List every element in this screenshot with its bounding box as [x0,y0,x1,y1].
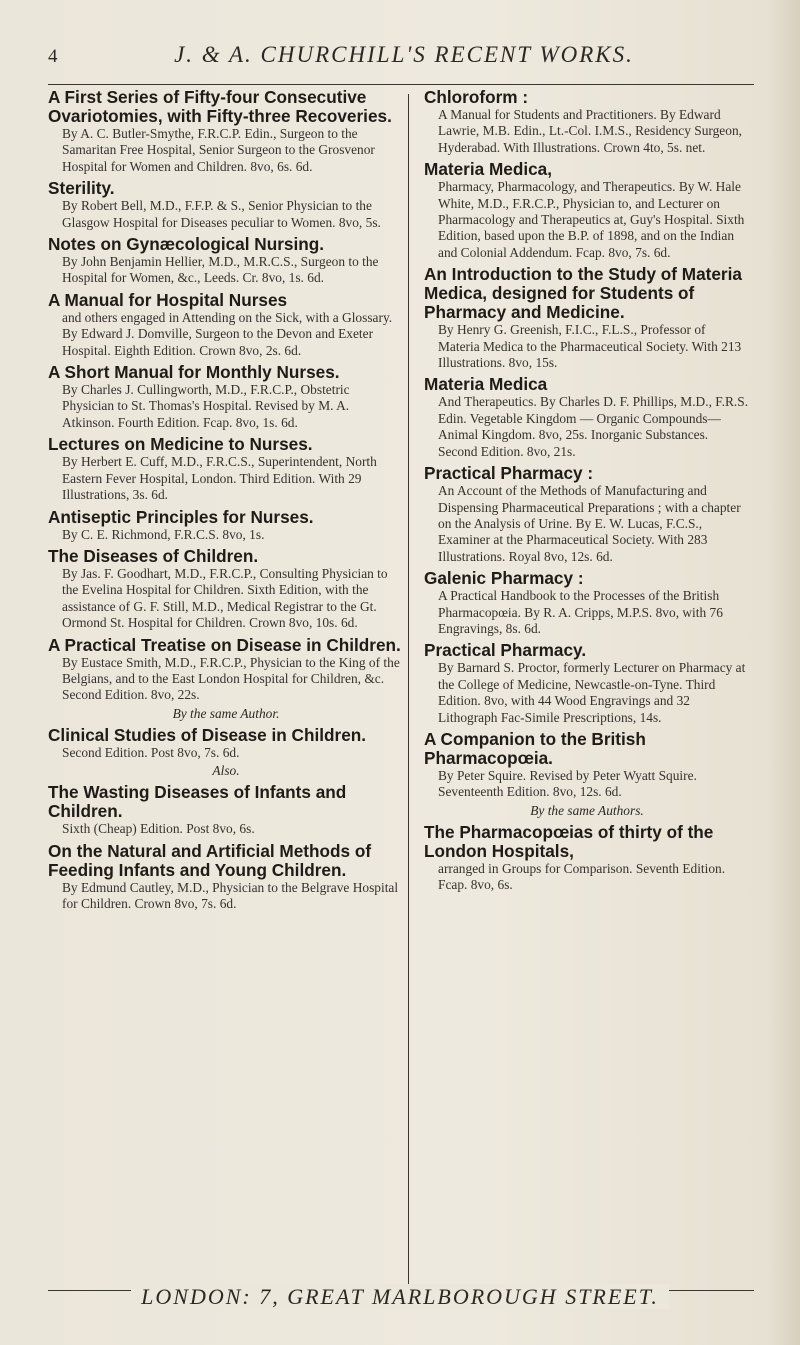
book-entry [424,88,750,156]
book-description: An Account of the Methods of Manufacturing and Dispensing Pharmaceutical Preparations ; with a chapter on the Analysis of Urine. By E. W. Lucas, F.C.S., Examiner at the Pharmaceutical Society. With 283 Illustrations. Royal 8vo, 12s. 6d. [438,483,741,564]
book-title: Galenic Pharmacy : [424,568,584,589]
book-entry [424,464,750,565]
book-title: Practical Pharmacy. [424,640,587,661]
book-description: and others engaged in Attending on the Sick, with a Glossary. By Edward J. Domville, Surgeon to the Devon and Exeter Hospital. Eighth Edition. Crown 8vo, 2s. 6d. [62,309,393,358]
book-entry [48,235,404,287]
book-description: By C. E. Richmond, F.R.C.S. 8vo, 1s. [62,526,265,542]
book-description: By Peter Squire. Revised by Peter Wyatt Squire. Seventeenth Edition. 8vo, 12s. 6d. [438,767,697,800]
book-description: By John Benjamin Hellier, M.D., M.R.C.S., Surgeon to the Hospital for Women, &c., Leeds. Cr. 8vo, 1s. 6d. [62,254,379,286]
book-description: By Charles J. Cullingworth, M.D., F.R.C.P., Obstetric Physician to St. Thomas's Hospital. Revised by M. A. Atkinson. Fourth Edition. Fcap. 8vo, 1s. 6d. [62,382,350,430]
book-title: The Wasting Diseases of Infants and Children. [48,782,347,822]
book-title: A First Series of Fifty-four Consecutive Ovariotomies, with Fifty-three Recoveries. [48,87,392,126]
author-note: By the same Author. [172,705,280,721]
book-entry [424,823,750,894]
book-description: Pharmacy, Pharmacology, and Therapeutics. By W. Hale White, M.D., F.R.C.P., Physician to, and Lecturer on Pharmacology and Therapeutics at, Guy's Hospital. Sixth Edition, based upon the B.P. of 1898, and on the Indian and Colonial Addendum. Fcap. 8vo, 7s. 6d. [438,179,745,260]
book-title: Chloroform : [424,87,529,107]
book-entry [424,641,750,726]
book-entry [424,730,750,819]
book-entry [48,547,404,632]
book-title: A Manual for Hospital Nurses [48,289,288,310]
book-description: By Herbert E. Cuff, M.D., F.R.C.S., Superintendent, North Eastern Fever Hospital, London. Third Edition. With 29 Illustrations, 3s. 6d. [62,454,377,503]
book-description: A Manual for Students and Practitioners. By Edward Lawrie, M.B. Edin., Lt.-Col. I.M.S., Residency Surgeon, Hyderabad. With Illustrations. Crown 4to, 5s. net. [438,107,742,155]
page-edge-shadow [768,0,800,1345]
header-rule [48,84,754,85]
running-head [48,42,760,82]
book-title: On the Natural and Artificial Methods of Feeding Infants and Young Children. [48,840,372,880]
footer [0,1284,800,1310]
book-title: Clinical Studies of Disease in Children. [48,724,367,745]
author-note: Also. [212,763,240,779]
book-description: By A. C. Butler-Smythe, F.R.C.P. Edin., Surgeon to the Samaritan Free Hospital, Senior Surgeon to the Grosvenor Hospital for Women and Children. 8vo, 6s. 6d. [62,126,375,174]
book-title: Lectures on Medicine to Nurses. [48,434,313,455]
book-title: A Practical Treatise on Disease in Children. [48,634,401,655]
book-title: Antiseptic Principles for Nurses. [48,506,314,527]
book-title: Notes on Gynæcological Nursing. [48,234,324,255]
book-entry [424,160,750,261]
book-description: arranged in Groups for Comparison. Seventh Edition. Fcap. 8vo, 6s. [438,860,726,893]
book-title: A Short Manual for Monthly Nurses. [48,362,340,383]
book-entry [48,508,404,543]
book-description: And Therapeutics. By Charles D. F. Phillips, M.D., F.R.S. Edin. Vegetable Kingdom — Organic Compounds—Animal Kingdom. 8vo, 25s. Inorganic Substances. Second Edition. 8vo, 21s. [438,394,749,459]
running-title: J. & A. CHURCHILL'S RECENT WORKS. [174,42,634,67]
author-note: By the same Authors. [530,802,644,818]
book-description: By Robert Bell, M.D., F.F.P. & S., Senior Physician to the Glasgow Hospital for Diseases peculiar to Women. 8vo, 5s. [62,198,381,230]
book-description: Second Edition. Post 8vo, 7s. 6d. [62,744,240,760]
book-title: Sterility. [48,178,115,199]
book-entry [48,783,404,837]
book-entry [48,842,404,913]
publisher-address: LONDON: 7, GREAT MARLBOROUGH STREET. [131,1284,669,1309]
book-title: The Diseases of Children. [48,545,259,566]
book-entry [48,179,404,231]
book-entry [424,375,750,460]
book-title: An Introduction to the Study of Materia Medica, designed for Students of Pharmacy and Medicine. [424,264,742,323]
book-entry [48,726,404,779]
book-description: A Practical Handbook to the Processes of the British Pharmacopœia. By R. A. Cripps, M.P.S. 8vo, with 76 Engravings, 8s. 6d. [438,588,723,636]
book-entry [424,569,750,637]
page-number: 4 [48,46,58,67]
book-entry [48,291,404,359]
book-title: Practical Pharmacy : [424,463,594,484]
book-title: The Pharmacopœias of thirty of the London Hospitals, [424,821,714,861]
book-title: Materia Medica [424,374,548,395]
book-title: A Companion to the British Pharmacopœia. [424,728,646,768]
book-description: By Eustace Smith, M.D., F.R.C.P., Physician to the King of the Belgians, and to the East London Hospital for Children, &c. Second Edition. 8vo, 22s. [62,654,400,703]
book-description: By Edmund Cautley, M.D., Physician to the Belgrave Hospital for Children. Crown 8vo, 7s. 6d. [62,879,399,911]
book-entry [48,435,404,503]
book-description: By Barnard S. Proctor, formerly Lecturer on Pharmacy at the College of Medicine, Newcastle-on-Tyne. Third Edition. 8vo, with 44 Wood Engravings and 32 Lithograph Fac-Simile Prescriptions, 14s. [438,660,746,725]
column-divider [408,94,409,1290]
right-column [424,88,750,898]
book-description: Sixth (Cheap) Edition. Post 8vo, 6s. [62,821,255,837]
left-column [48,88,404,916]
book-description: By Henry G. Greenish, F.I.C., F.L.S., Professor of Materia Medica to the Pharmaceutical Society. With 213 Illustrations. 8vo, 15s. [438,322,742,371]
book-entry [48,88,404,175]
book-entry [48,363,404,431]
book-title: Materia Medica, [424,159,552,180]
book-description: By Jas. F. Goodhart, M.D., F.R.C.P., Consulting Physician to the Evelina Hospital for Children. Sixth Edition, with the assistance of G. F. Still, M.D., Medical Registrar to the Gt. Ormond St. Hospital for Children. Crown 8vo, 10s. 6d. [62,565,388,631]
book-entry [48,636,404,722]
book-entry [424,265,750,371]
